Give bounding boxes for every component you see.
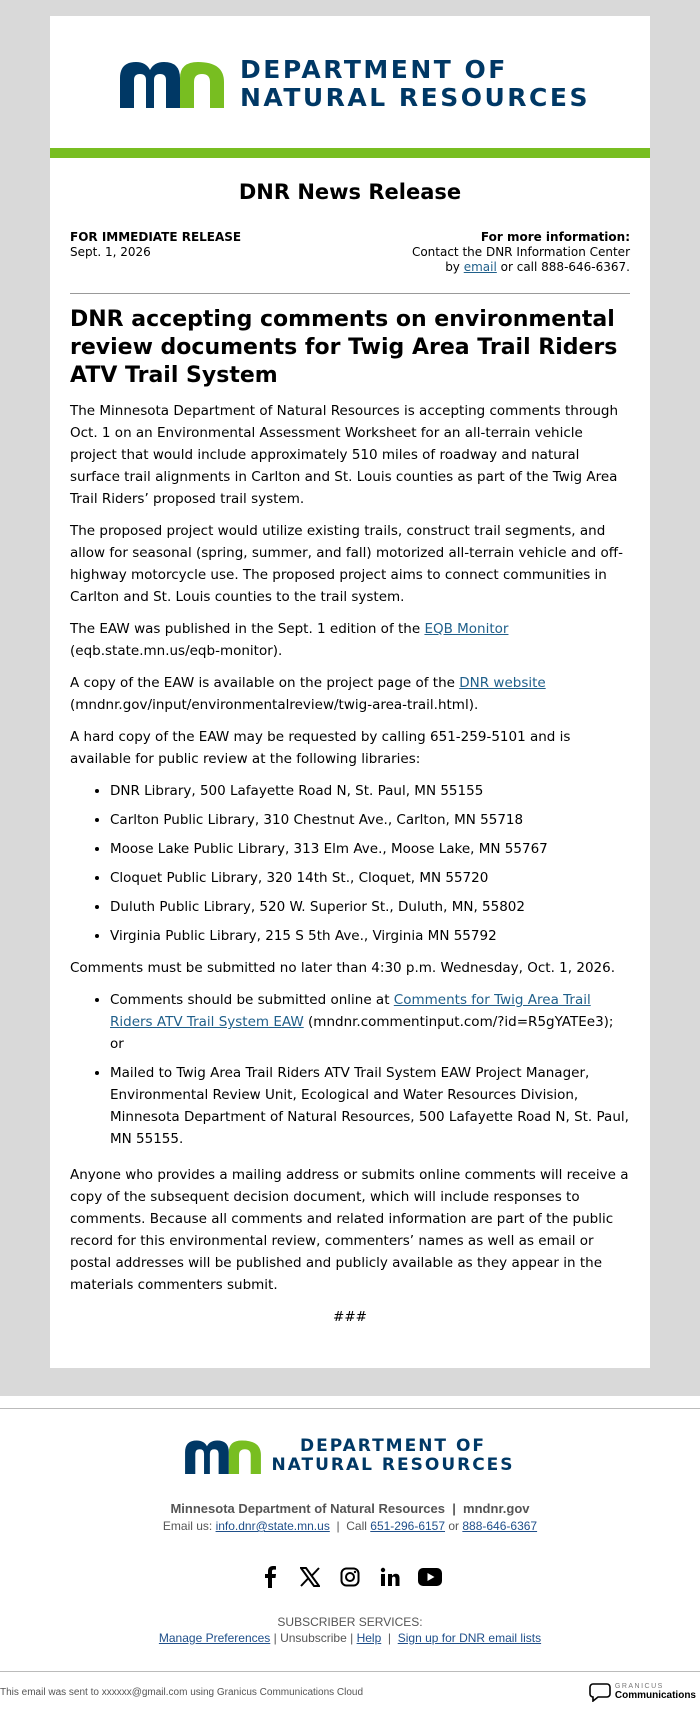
subscriber-links: [0, 1631, 700, 1645]
logo-line1: DEPARTMENT OF: [240, 55, 508, 84]
list-item: • DNR Library, 500 Lafayette Road N, St. Paul, MN 55155: [110, 780, 630, 802]
list-item: • Carlton Public Library, 310 Chestnut Ave., Carlton, MN 55718: [110, 809, 630, 831]
call-label: | Call: [329, 1519, 371, 1533]
footer: [0, 1408, 700, 1712]
paragraph-7: Anyone who provides a mailing address or submits online comments will receive a copy of the subsequent decision document, which will include responses to comments. Because all comments and related information are part of the public record for this environmental review, commenters’ names as well as email or postal addresses will be published and publicly available as they appear in the materials commenters submit.: [70, 1167, 629, 1293]
headline: DNR accepting comments on environmental review documents for Twig Area Trail Riders ATV Trail System: [70, 307, 618, 388]
help-link[interactable]: Help: [356, 1631, 382, 1645]
call-text: or call 888-646-6367.: [496, 260, 630, 274]
email-link[interactable]: email: [463, 260, 497, 274]
paragraph-2: The proposed project would utilize existing trails, construct trail segments, and allow for seasonal (spring, summer, and fall) motorized all-terrain vehicle and off-highway motorcycle use. The proposed project aims to connect communities in Carlton and St. Louis counties to the trail system.: [70, 523, 623, 605]
list-item: • Duluth Public Library, 520 W. Superior St., Duluth, MN, 55802: [110, 896, 630, 918]
logo-line2: NATURAL RESOURCES: [271, 1455, 515, 1475]
sent-notice: This email was sent to xxxxxx@gmail.com using Granicus Communications Cloud: [0, 1686, 364, 1698]
c1-url: (mndnr.commentinput.com/?id=R5gYATEe3); or: [110, 1014, 614, 1052]
p3-url: (eqb.state.mn.us/eqb-monitor).: [70, 643, 283, 659]
c1-text: Comments should be submitted online at: [110, 992, 394, 1008]
separator-text: |: [381, 1631, 398, 1645]
mn-logo-icon: [185, 1439, 261, 1474]
logo-text: [240, 56, 590, 112]
list-item: • Cloquet Public Library, 320 14th St., Cloquet, MN 55720: [110, 867, 630, 889]
youtube-icon[interactable]: [418, 1565, 442, 1589]
signup-link[interactable]: Sign up for DNR email lists: [397, 1631, 542, 1645]
immediate-release-label: FOR IMMEDIATE RELEASE: [70, 230, 242, 244]
separator: [70, 293, 630, 294]
p4-text: A copy of the EAW is available on the project page of the: [70, 675, 460, 691]
footer-email-link[interactable]: info.dnr@state.mn.us: [215, 1519, 330, 1533]
end-marker: ###: [333, 1309, 367, 1325]
linkedin-icon[interactable]: [378, 1565, 402, 1589]
paragraph-4: [70, 672, 630, 716]
p3-text: The EAW was published in the Sept. 1 edition of the: [70, 621, 425, 637]
chat-bubble-icon: [589, 1682, 611, 1702]
mn-logo-icon: [120, 60, 224, 108]
list-item: • Virginia Public Library, 215 S 5th Ave., Virginia MN 55792: [110, 925, 630, 947]
phone2-link[interactable]: 888-646-6367: [462, 1519, 538, 1533]
contact-line: Contact the DNR Information Center: [411, 245, 630, 259]
social-links: [0, 1565, 700, 1589]
logo-line1: DEPARTMENT OF: [299, 1436, 487, 1456]
p4-url: (mndnr.gov/input/environmentalreview/twig-area-trail.html).: [70, 697, 479, 713]
paragraph-5: A hard copy of the EAW may be requested by calling 651-259-5101 and is available for public review at the following libraries:: [70, 729, 571, 767]
footer-logo: [0, 1437, 700, 1475]
manage-preferences-link[interactable]: Manage Preferences: [158, 1631, 271, 1645]
release-date: Sept. 1, 2026: [70, 245, 151, 259]
email-card: [50, 16, 650, 1368]
subscriber-services-label: SUBSCRIBER SERVICES:: [277, 1615, 423, 1629]
release-title: DNR News Release: [238, 180, 462, 204]
unsubscribe-text[interactable]: | Unsubscribe |: [270, 1631, 357, 1645]
footer-logo-text: [271, 1437, 514, 1475]
comment-list: [70, 989, 630, 1150]
phone1-link[interactable]: 651-296-6157: [370, 1519, 446, 1533]
paragraph-1: The Minnesota Department of Natural Resources is accepting comments through Oct. 1 on an Environmental Assessment Worksheet for an all-terrain vehicle project that would include approximately 510 miles of roadway and natural surface trail alignments in Carlton and St. Louis counties as part of the Twig Area Trail Riders’ proposed trail system.: [70, 403, 619, 507]
paragraph-6: Comments must be submitted no later than 4:30 p.m. Wednesday, Oct. 1, 2026.: [70, 960, 615, 976]
instagram-icon[interactable]: [338, 1565, 362, 1589]
list-item: • Moose Lake Public Library, 313 Elm Ave., Moose Lake, MN 55767: [110, 838, 630, 860]
dnr-website-link[interactable]: DNR website: [459, 675, 546, 691]
email-label: Email us:: [162, 1519, 216, 1533]
eqb-monitor-link[interactable]: EQB Monitor: [424, 621, 509, 637]
by-text: by: [445, 260, 460, 274]
or-text: or: [445, 1519, 463, 1533]
list-item: • Mailed to Twig Area Trail Riders ATV Trail System EAW Project Manager, Environmental Review Unit, Ecological and Water Resources Division, Minnesota Department of Natural Resources, 500 Lafayette Road N, St. Paul, MN 55155.: [110, 1062, 630, 1150]
list-item: [110, 989, 630, 1055]
logo-line2: NATURAL RESOURCES: [240, 83, 590, 112]
footer-contact: [0, 1519, 700, 1533]
header: [50, 16, 650, 148]
x-icon[interactable]: [298, 1565, 322, 1589]
more-info-label: For more information:: [480, 230, 630, 244]
content: [50, 158, 650, 1368]
granicus-text: GRANICUS: [614, 1683, 664, 1690]
bottom-bar: [0, 1671, 700, 1712]
dnr-logo: [120, 56, 590, 112]
communications-text: Communications: [614, 1690, 696, 1701]
library-list: [70, 780, 630, 947]
paragraph-3: [70, 618, 630, 662]
facebook-icon[interactable]: [258, 1565, 282, 1589]
comments-link[interactable]: Comments for Twig Area Trail Riders ATV Trail System EAW: [110, 992, 591, 1030]
release-meta: [70, 230, 630, 275]
green-divider: [50, 148, 650, 158]
footer-org: Minnesota Department of Natural Resources | mndnr.gov: [170, 1501, 530, 1516]
granicus-logo: [589, 1682, 696, 1702]
